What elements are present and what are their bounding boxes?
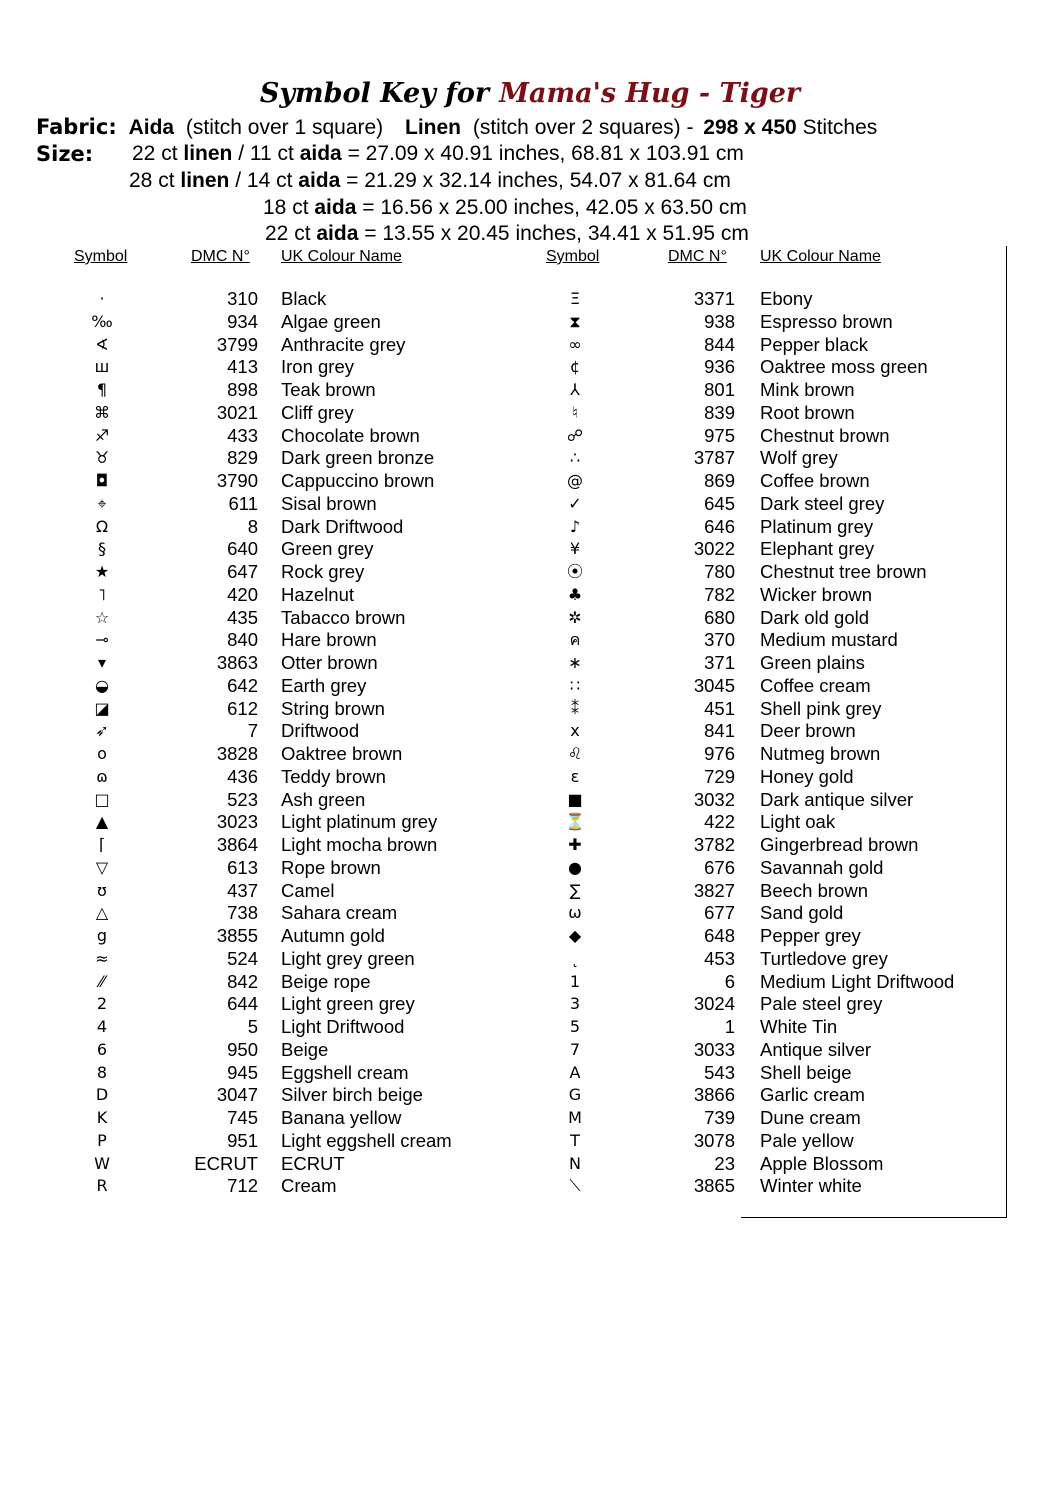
colour-name: White Tin — [760, 1016, 838, 1037]
dmc-number: 3032 — [693, 788, 735, 810]
stitch-symbol: ⌘ — [94, 402, 110, 422]
size-label: Size: — [36, 142, 94, 166]
colour-name: Cream — [281, 1175, 337, 1197]
dmc-number: 5 — [247, 1016, 258, 1037]
colour-name: Shell beige — [760, 1061, 852, 1083]
stitch-symbol: ♮ — [572, 402, 578, 422]
stitch-symbol: @ — [567, 471, 583, 490]
colour-name: Anthracite grey — [281, 333, 406, 355]
stitch-symbol: ◒ — [95, 675, 109, 695]
dmc-number: 745 — [227, 1107, 258, 1128]
dmc-number: 647 — [227, 561, 258, 582]
stitch-symbol: ⟍ — [569, 1176, 581, 1196]
dmc-number: 3827 — [693, 879, 735, 901]
colour-name: Sahara cream — [281, 902, 398, 924]
dmc-number: 3023 — [216, 811, 258, 833]
colour-name: Ebony — [760, 288, 813, 309]
stitch-symbol: ɛ — [570, 766, 580, 786]
dmc-number: 6 — [724, 970, 735, 992]
colour-name: Light mocha brown — [281, 834, 438, 855]
colour-name: Dark steel grey — [760, 492, 885, 514]
stitch-symbol: P — [97, 1130, 107, 1150]
colour-name: Nutmeg brown — [760, 743, 881, 764]
colour-name: Oaktree brown — [281, 743, 403, 764]
colour-name: Antique silver — [760, 1038, 872, 1060]
colour-name: String brown — [281, 697, 385, 719]
dmc-number: 936 — [704, 356, 735, 378]
stitch-symbol: ▾ — [97, 653, 107, 672]
stitch-symbol: 3 — [569, 994, 581, 1014]
stitch-symbol: ⊸ — [95, 630, 109, 650]
dmc-number: 422 — [704, 811, 735, 833]
dmc-number: 842 — [227, 970, 258, 992]
colour-name: Green plains — [760, 652, 865, 673]
stitch-symbol: ∞ — [568, 334, 582, 354]
dmc-number: 839 — [704, 401, 735, 423]
colour-name: Chestnut brown — [760, 424, 890, 446]
left-header-symbol: Symbol — [74, 248, 128, 265]
dmc-number: 370 — [704, 629, 735, 651]
dmc-number: 3790 — [216, 470, 258, 491]
colour-name: Cliff grey — [281, 401, 354, 423]
colour-name: Black — [281, 288, 327, 309]
stitch-symbol: ω — [568, 903, 582, 923]
dmc-number: 524 — [227, 947, 258, 969]
colour-name: Rope brown — [281, 856, 381, 878]
stitch-count: 298 x 450 — [703, 116, 797, 139]
colour-name: Camel — [281, 879, 335, 901]
dmc-number: 677 — [704, 902, 735, 924]
dmc-number: 7 — [247, 720, 258, 742]
dmc-number: 3045 — [693, 674, 735, 696]
dmc-number: 3782 — [693, 834, 735, 855]
colour-name: Sand gold — [760, 902, 844, 924]
colour-name: Algae green — [281, 310, 381, 332]
stitch-symbol: · — [99, 289, 105, 308]
size-label-line — [36, 142, 93, 167]
colour-name: Espresso brown — [760, 310, 893, 332]
colour-name: Deer brown — [760, 720, 856, 742]
colour-name: Dark Driftwood — [281, 515, 404, 537]
dmc-number: 3863 — [216, 652, 258, 673]
colour-name: Pepper grey — [760, 925, 861, 946]
dmc-number: 413 — [227, 356, 258, 378]
colour-name: Hare brown — [281, 629, 377, 651]
dmc-number: 3855 — [216, 925, 258, 946]
colour-name: Honey gold — [760, 765, 854, 787]
colour-name: Pale steel grey — [760, 993, 883, 1015]
left-header-dmc: DMC N° — [191, 248, 250, 265]
fabric-linen-note: (stitch over 2 squares) - — [472, 116, 694, 139]
stitch-symbol: ˛ — [571, 948, 579, 968]
colour-name: Garlic cream — [760, 1084, 865, 1106]
size-line-3: 18 ct aida = 16.56 x 25.00 inches, 42.05 x 63.50 cm — [263, 196, 747, 219]
stitch-symbol: ⌈ — [98, 835, 106, 854]
colour-name: Pepper black — [760, 333, 868, 355]
colour-name: Autumn gold — [281, 925, 385, 946]
stitch-symbol: ⁄⁄ — [99, 971, 105, 991]
stitch-symbol: ☆ — [94, 607, 110, 627]
dmc-number: 801 — [704, 379, 735, 400]
colour-name: Ash green — [281, 788, 366, 810]
colour-name: Wicker brown — [760, 583, 873, 605]
colour-name: Dune cream — [760, 1107, 861, 1128]
colour-name: Platinum grey — [760, 515, 874, 537]
dmc-number: 3787 — [693, 447, 735, 469]
stitch-symbol: ≈ — [95, 948, 109, 968]
stitch-symbol: ◆ — [568, 926, 582, 945]
fabric-label: Fabric: — [36, 115, 117, 139]
colour-name: Medium Light Driftwood — [760, 970, 955, 992]
dmc-number: 451 — [704, 697, 735, 719]
colour-name: Light oak — [760, 811, 836, 833]
colour-name: Cappuccino brown — [281, 470, 435, 491]
stitch-symbol: ∴ — [569, 448, 581, 468]
dmc-number: 371 — [704, 652, 735, 673]
dmc-number: 782 — [704, 583, 735, 605]
fabric-linen: Linen — [405, 116, 462, 139]
stitch-symbol: ♣ — [567, 584, 583, 604]
stitch-symbol: ♌ — [567, 744, 583, 763]
dmc-number: 739 — [704, 1107, 735, 1128]
colour-name: Chocolate brown — [281, 424, 420, 446]
stitch-symbol: △ — [95, 903, 109, 923]
stitch-symbol: ⧗ — [569, 311, 581, 331]
stitch-symbol: ◘ — [95, 471, 109, 490]
dmc-number: 23 — [714, 1152, 735, 1174]
dmc-number: 612 — [227, 697, 258, 719]
stitch-symbol: ⅄ — [570, 380, 580, 399]
dmc-number: 611 — [228, 492, 258, 514]
dmc-number: 3047 — [216, 1084, 258, 1106]
stitch-symbol: ✓ — [568, 493, 582, 513]
dmc-number: 738 — [227, 902, 258, 924]
stitch-symbol: ¶ — [96, 380, 108, 399]
stitch-symbol: ▲ — [95, 812, 109, 832]
colour-name: Root brown — [760, 401, 855, 423]
stitch-symbol: Ξ — [569, 289, 581, 308]
stitches-word: Stitches — [802, 116, 878, 139]
colour-name: Coffee cream — [760, 674, 871, 696]
dmc-number: 645 — [704, 492, 735, 514]
colour-name: Pale yellow — [760, 1129, 854, 1151]
stitch-symbol: ⌖ — [97, 493, 107, 513]
colour-name: Driftwood — [281, 720, 360, 742]
dmc-number: 729 — [704, 765, 735, 787]
stitch-symbol: ¥ — [569, 539, 581, 559]
size-line-2: 28 ct linen / 14 ct aida = 21.29 x 32.14 inches, 54.07 x 81.64 cm — [129, 169, 731, 192]
dmc-number: 648 — [704, 925, 735, 946]
stitch-symbol: T — [570, 1130, 580, 1150]
stitch-symbol: 8 — [96, 1062, 108, 1082]
dmc-number: 712 — [227, 1175, 258, 1197]
colour-name: Tabacco brown — [281, 606, 406, 628]
dmc-number: 3865 — [693, 1175, 735, 1197]
colour-name: Savannah gold — [760, 856, 884, 878]
stitch-symbol: ∢ — [95, 334, 109, 354]
colour-name: Green grey — [281, 538, 374, 560]
dmc-number: 420 — [227, 583, 258, 605]
stitch-symbol: M — [568, 1108, 582, 1127]
stitch-symbol: ♪ — [569, 516, 581, 536]
colour-name: Rock grey — [281, 561, 365, 582]
stitch-symbol: 6 — [96, 1039, 108, 1059]
dmc-number: 950 — [227, 1038, 258, 1060]
colour-name: Banana yellow — [281, 1107, 402, 1128]
stitch-symbol: Ω — [95, 516, 109, 536]
colour-name: Dark green bronze — [281, 447, 435, 469]
stitch-symbol: 1 — [569, 971, 581, 991]
stitch-symbol: ɷ — [96, 766, 108, 786]
dmc-number: 869 — [704, 470, 735, 491]
dmc-number: 934 — [227, 310, 258, 332]
colour-name: Otter brown — [281, 652, 378, 673]
left-header-name: UK Colour Name — [281, 248, 402, 265]
fabric-line — [36, 115, 877, 140]
colour-name: Earth grey — [281, 674, 367, 696]
dmc-number: 898 — [227, 379, 258, 400]
stitch-symbol: R — [96, 1176, 108, 1196]
dmc-number: 642 — [227, 674, 258, 696]
stitch-symbol: ☍ — [566, 425, 584, 445]
stitch-symbol: ✚ — [568, 835, 582, 854]
stitch-symbol: ➶ — [95, 721, 109, 741]
colour-name: Hazelnut — [281, 583, 355, 605]
colour-name: Dark antique silver — [760, 788, 914, 810]
stitch-symbol: 2 — [96, 994, 108, 1014]
right-header-symbol: Symbol — [546, 248, 600, 265]
stitch-symbol: ш — [94, 357, 110, 377]
colour-name: Teddy brown — [281, 765, 386, 787]
dmc-number: 840 — [227, 629, 258, 651]
dmc-number: 975 — [704, 424, 735, 446]
stitch-symbol: ∗ — [568, 653, 582, 672]
stitch-symbol: 4 — [96, 1017, 108, 1036]
colour-name: Silver birch beige — [281, 1084, 423, 1106]
dmc-number: 780 — [704, 561, 735, 582]
right-border-line — [1006, 246, 1007, 1218]
dmc-number: 3024 — [693, 993, 735, 1015]
colour-name: Oaktree moss green — [760, 356, 928, 378]
pattern-name: Mama's Hug - Tiger — [499, 78, 801, 109]
stitch-symbol: ♐ — [94, 425, 110, 445]
dmc-number: 938 — [704, 310, 735, 332]
dmc-number: 3021 — [216, 401, 258, 423]
stitch-symbol: ■ — [567, 789, 583, 809]
dmc-number: 453 — [704, 947, 735, 969]
stitch-symbol: 5 — [569, 1017, 581, 1036]
stitch-symbol: ♉ — [94, 448, 110, 468]
dmc-number: 310 — [227, 288, 258, 309]
dmc-number: 844 — [704, 333, 735, 355]
dmc-number: 613 — [227, 856, 258, 878]
dmc-number: 435 — [227, 606, 258, 628]
dmc-number: 523 — [227, 788, 258, 810]
page-title — [0, 78, 1060, 109]
dmc-number: 3078 — [693, 1129, 735, 1151]
stitch-symbol: D — [95, 1085, 109, 1105]
dmc-number: 945 — [227, 1061, 258, 1083]
colour-name: Dark old gold — [760, 606, 870, 628]
stitch-symbol: § — [98, 539, 106, 559]
colour-name: Light green grey — [281, 993, 415, 1015]
stitch-symbol: ʊ — [97, 880, 107, 900]
stitch-symbol: g — [96, 926, 108, 945]
stitch-symbol: A — [569, 1062, 581, 1082]
colour-name: Mink brown — [760, 379, 855, 400]
fabric-aida: Aida — [128, 116, 175, 139]
dmc-number: 829 — [227, 447, 258, 469]
stitch-symbol: ⏳ — [565, 812, 585, 832]
colour-name: Wolf grey — [760, 447, 838, 469]
stitch-symbol: □ — [94, 789, 110, 809]
stitch-symbol: ⦿ — [566, 562, 583, 581]
dmc-number: 976 — [704, 743, 735, 764]
colour-name: Sisal brown — [281, 492, 377, 514]
stitch-symbol: ◪ — [94, 698, 110, 718]
dmc-number: 951 — [227, 1129, 258, 1151]
stitch-symbol: o — [97, 744, 107, 763]
stitch-symbol: ▽ — [95, 857, 109, 877]
stitch-symbol: ¢ — [569, 357, 581, 377]
dmc-number: 644 — [227, 993, 258, 1015]
colour-name: Light grey green — [281, 947, 415, 969]
fabric-aida-note: (stitch over 1 square) — [185, 116, 384, 139]
dmc-number: 680 — [704, 606, 735, 628]
dmc-number: 8 — [247, 515, 258, 537]
dmc-number: 437 — [227, 879, 258, 901]
dmc-number: 433 — [227, 424, 258, 446]
colour-name: Light eggshell cream — [281, 1129, 452, 1151]
stitch-symbol: 7 — [569, 1039, 581, 1059]
right-header-dmc: DMC N° — [668, 248, 727, 265]
size-line-1: 22 ct linen / 11 ct aida = 27.09 x 40.91 inches, 68.81 x 103.91 cm — [132, 142, 744, 165]
dmc-number: 3033 — [693, 1038, 735, 1060]
dmc-number: 3828 — [216, 743, 258, 764]
stitch-symbol: ‰ — [91, 311, 113, 331]
colour-name: Chestnut tree brown — [760, 561, 927, 582]
stitch-symbol: ∷ — [569, 675, 581, 695]
colour-name: Beech brown — [760, 879, 868, 901]
stitch-symbol: ⁑ — [571, 698, 579, 718]
dmc-number: ECRUT — [194, 1152, 258, 1174]
colour-name: Medium mustard — [760, 629, 898, 651]
dmc-number: 841 — [704, 720, 735, 742]
stitch-symbol: ∑ — [569, 880, 581, 900]
colour-name: Light platinum grey — [281, 811, 438, 833]
stitch-symbol: ˥ — [98, 584, 106, 604]
dmc-number: 676 — [704, 856, 735, 878]
dmc-number: 640 — [227, 538, 258, 560]
stitch-symbol: ★ — [94, 562, 110, 581]
dmc-number: 436 — [227, 765, 258, 787]
colour-name: Shell pink grey — [760, 697, 882, 719]
dmc-number: 1 — [724, 1016, 735, 1037]
right-header-name: UK Colour Name — [760, 248, 881, 265]
stitch-symbol: W — [94, 1153, 110, 1173]
stitch-symbol: K — [96, 1108, 108, 1127]
colour-name: Teak brown — [281, 379, 376, 400]
colour-name: Elephant grey — [760, 538, 875, 560]
colour-name: Iron grey — [281, 356, 355, 378]
dmc-number: 3866 — [693, 1084, 735, 1106]
colour-name: Turtledove grey — [760, 947, 888, 969]
colour-name: Winter white — [760, 1175, 862, 1197]
dmc-number: 3799 — [216, 333, 258, 355]
colour-name: Beige rope — [281, 970, 371, 992]
dmc-number: 3371 — [693, 288, 735, 309]
colour-name: Coffee brown — [760, 470, 870, 491]
title-prefix: Symbol Key for — [259, 78, 490, 109]
colour-name: Gingerbread brown — [760, 834, 919, 855]
colour-name: Beige — [281, 1038, 329, 1060]
dmc-number: 3864 — [216, 834, 258, 855]
stitch-symbol: ● — [568, 857, 582, 877]
stitch-symbol: ค — [569, 630, 581, 650]
size-line-4: 22 ct aida = 13.55 x 20.45 inches, 34.41 x 51.95 cm — [265, 222, 749, 245]
colour-name: Eggshell cream — [281, 1061, 409, 1083]
stitch-symbol: N — [569, 1153, 581, 1173]
dmc-number: 3022 — [693, 538, 735, 560]
colour-name: Light Driftwood — [281, 1016, 405, 1037]
stitch-symbol: ✲ — [568, 607, 582, 627]
stitch-symbol: G — [568, 1085, 582, 1105]
colour-name: Apple Blossom — [760, 1152, 884, 1174]
dmc-number: 543 — [704, 1061, 735, 1083]
dmc-number: 646 — [704, 515, 735, 537]
stitch-symbol: x — [570, 721, 580, 741]
bottom-border-line — [741, 1217, 1007, 1218]
colour-name: ECRUT — [281, 1152, 345, 1174]
